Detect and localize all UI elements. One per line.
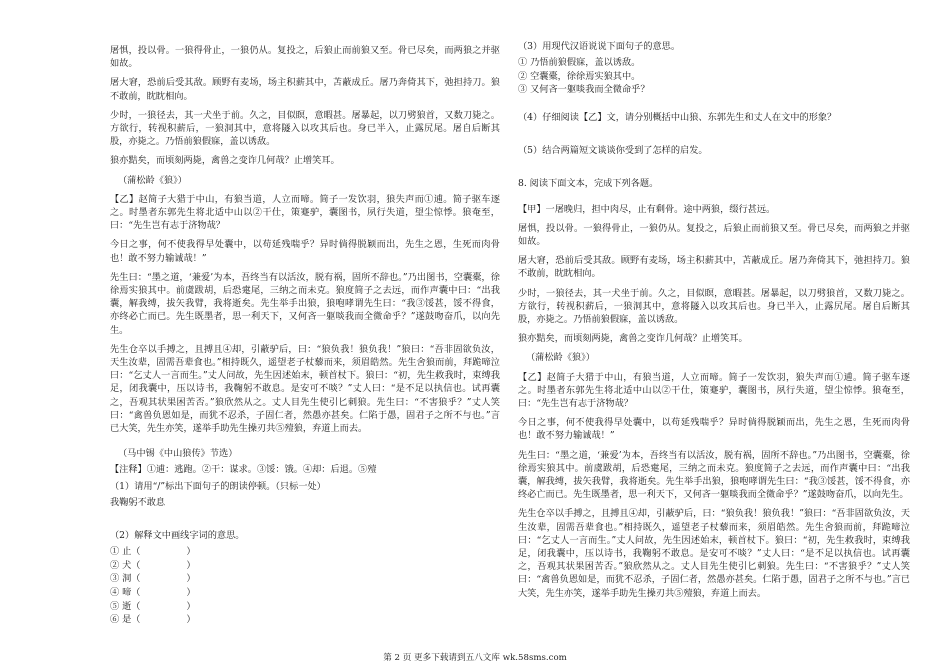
passage-b-paragraph: 今日之事，何不使我得早处囊中，以苟延残喘乎？异时倘得脱颖而出，先生之恩，生死而肉骨也！敢不努力输诚哉！” [518, 417, 910, 442]
passage-b-paragraph: 先生曰：“墨之道，‘兼爱’为本，吾终当有以活汝，脱有祸，固所不辞也。”乃出图书，空囊橐，徐徐焉实狼其中。前虞跋胡，后恐疐尾，三纳之而未克。狼度简子之去远，而作声囊中曰：“出我囊，解我缚，拔矢我臂，我将逝矣。先生举手出狼，狼咆哮谓先生曰：“我③馁甚，馁不得食，亦终必亡而已。先生既墨者，思一利天下，又何吝一躯啖我而全微命乎？”遂鼓吻奋爪，以向先生。 [518, 449, 910, 501]
question-2-item: ⑤ 逝（ ） [110, 600, 196, 612]
question-3-item: ③ 又何吝一躯啖我而全微命乎？ [518, 84, 650, 96]
question-4: （4）仔细阅读【乙】文，请分别概括中山狼、东郭先生和丈人在文中的形象？ [518, 111, 837, 123]
page-footer: 第 2 页 更多下载请到五八文库 wk.58sms.com [383, 653, 567, 663]
passage-b-paragraph: 先生曰：“墨之道，‘兼爱’为本，吾终当有以活汝，脱有祸，固所不辞也。”乃出图书，空囊橐，徐徐焉实狼其中。前虞跋胡，后恐疐尾，三纳之而未克。狼度简子之去远，而作声囊中曰：“出我囊，解我缚，拔矢我臂，我将逝矣。先生举手出狼，狼咆哮谓先生曰：“我③馁甚，馁不得食，亦终必亡而已。先生既墨者，思一利天下，又何吝一躯啖我而全微命乎？”遂鼓吻奋爪，以向先生。 [110, 271, 500, 336]
question-3-item: ② 空囊橐，徐徐焉实狼其中。 [518, 70, 641, 82]
passage-b-paragraph: 先生仓卒以手搏之，且搏且④却，引蔽驴后，曰：“狼负我！狼负我！”狼曰：“吾非固欲负汝，天生汝辈，固需吾辈食也。”相持既久，遥望老子杖藜而来，须眉皓然。先生舍狼而前，拜跪啼泣曰：“乞丈人一言而生。”丈人问故，先生因述始末，顿首杖下。狼曰：“初，先生救我时，束缚我足，闭我囊中，压以诗书，我鞠躬不敢息。是安可不啖？”丈人曰：“是不足以执信也。试再囊之，吾观其状果困苦否。”狼欣然从之。丈人目先生使引匕刺狼。先生曰：“不害狼乎？”丈人笑曰：“禽兽负恩如是，而犹不忍杀，子固仁者，然愚亦甚矣。仁陷于愚，固君子之所不与也。”言已大笑，先生亦笑，遂举手助先生操刃共⑤殪狼，弃道上而去。 [518, 508, 910, 599]
passage-b-paragraph: 先生仓卒以手搏之，且搏且④却，引蔽驴后，曰：“狼负我！狼负我！”狼曰：“吾非固欲负汝，天生汝辈，固需吾辈食也。”相持既久，遥望老子杖藜而来，须眉皓然。先生舍狼而前，拜跪啼泣曰：“乞丈人一言而生。”丈人问故，先生因述始末，顿首杖下。狼曰：“初，先生救我时，束缚我足，闭我囊中，压以诗书，我鞠躬不敢息。是安可不啖？”丈人曰：“是不足以执信也。试再囊之，吾观其状果困苦否。”狼欣然从之。丈人目先生使引匕刺狼。先生曰：“不害狼乎？”丈人笑曰：“禽兽负恩如是，而犹不忍杀，子固仁者，然愚亦甚矣。仁陷于愚，固君子之所不与也。”言已大笑，先生亦笑，遂举手助先生操刃共⑤殪狼，弃道上而去。 [110, 343, 500, 435]
question-3-prompt: （3）用现代汉语说说下面句子的意思。 [518, 41, 681, 52]
right-column [518, 40, 910, 606]
passage-b-paragraph: 今日之事，何不使我得早处囊中，以苟延残喘乎？异时倘得脱颖而出，先生之恩，生死而肉骨也！敢不努力输诚哉！” [110, 239, 500, 264]
question-1-prompt: （1）请用“/”标出下面句子的朗读停顿。（只标一处） [110, 480, 326, 492]
passage-a-paragraph: 屠大窘，恐前后受其敌。顾野有麦场，场主积薪其中，苫蔽成丘。屠乃奔倚其下，弛担持刀。狼不敢前，眈眈相向。 [110, 77, 500, 102]
question-3-item: ① 乃悟前狼假寐，盖以诱敌。 [518, 57, 641, 69]
left-column [110, 44, 500, 627]
passage-b-paragraph: 【乙】赵简子大猎于中山，有狼当道，人立而啼。简子一发饮羽，狼失声而①逋。简子驱车逐之。时墨者东郭先生将北适中山以②干仕，策蹇驴，囊图书，夙行失道，望尘惊悸。狼奄至，曰：“先生岂有志于济物哉？ [518, 371, 910, 410]
passage-a-paragraph: 【甲】一屠晚归，担中肉尽，止有剩骨。途中两狼，缀行甚远。 [518, 203, 776, 215]
question-8-heading: 8. 阅读下面文本，完成下列各题。 [518, 178, 659, 190]
passage-a-paragraph: 屠惧，投以骨。一狼得骨止，一狼仍从。复投之，后狼止而前狼又至。骨已尽矣，而两狼之并驱如故。 [518, 222, 910, 247]
passage-b-paragraph: 【乙】赵简子大猎于中山，有狼当道，人立而啼。简子一发饮羽，狼失声而①逋。简子驱车逐之。时墨者东郭先生将北适中山以②干仕，策蹇驴，囊图书，夙行失道，望尘惊悸。狼奄至，曰：“先生岂有志于济物哉？ [110, 193, 500, 232]
passage-a-paragraph: 少时，一狼径去，其一犬坐于前。久之，目似瞑，意暇甚。屠暴起，以刀劈狼首，又数刀毙之。方欲行，转视积薪后，一狼洞其中，意将隧入以攻其后也。身已半入，止露尻尾。屠自后断其股，亦毙之。乃悟前狼假寐，盖以诱敌。 [110, 109, 500, 148]
passage-a-paragraph: 屠惧，投以骨。一狼得骨止，一狼仍从。复投之，后狼止而前狼又至。骨已尽矣，而两狼之并驱如故。 [110, 45, 500, 70]
passage-a-source: （蒲松龄《狼》） [118, 174, 187, 186]
question-2-item: ② 犬（ ） [110, 559, 196, 571]
question-2-item: ③ 洞（ ） [110, 573, 196, 585]
annotation-note: 【注释】①逋：逃跑。②干：谋求。③馁：饿。④却：后退。⑤殪 [110, 464, 377, 476]
question-2-item: ⑥ 是（ ） [110, 614, 196, 626]
passage-a-paragraph: 狼亦黠矣，而顷刻两毙，禽兽之变诈几何哉？止增笑耳。 [518, 333, 748, 345]
question-1-sentence: 我鞠躬不敢息 [110, 496, 166, 508]
passage-a-source: （蒲松龄《狼》） [526, 352, 595, 364]
question-2-item: ④ 啼（ ） [110, 587, 196, 599]
passage-a-paragraph: 狼亦黠矣，而顷刻两毙，禽兽之变诈几何哉？止增笑耳。 [110, 155, 340, 167]
question-5: （5）结合两篇短文谈谈你受到了怎样的启发。 [518, 145, 708, 157]
passage-a-paragraph: 少时，一狼径去，其一犬坐于前。久之，目似瞑，意暇甚。屠暴起，以刀劈狼首，又数刀毙之。方欲行，转视积薪后，一狼洞其中，意将隧入以攻其后也。身已半入，止露尻尾。屠自后断其股，亦毙之。乃悟前狼假寐，盖以诱敌。 [518, 287, 910, 326]
passage-b-source: （马中锡《中山狼传》节选） [118, 448, 238, 460]
question-2-prompt: （2）解释文中画线字词的意思。 [110, 530, 245, 542]
passage-a-paragraph: 屠大窘，恐前后受其敌。顾野有麦场，场主积薪其中，苫蔽成丘。屠乃奔倚其下，弛担持刀。狼不敢前，眈眈相向。 [518, 255, 910, 280]
question-2-item: ① 止（ ） [110, 546, 196, 558]
